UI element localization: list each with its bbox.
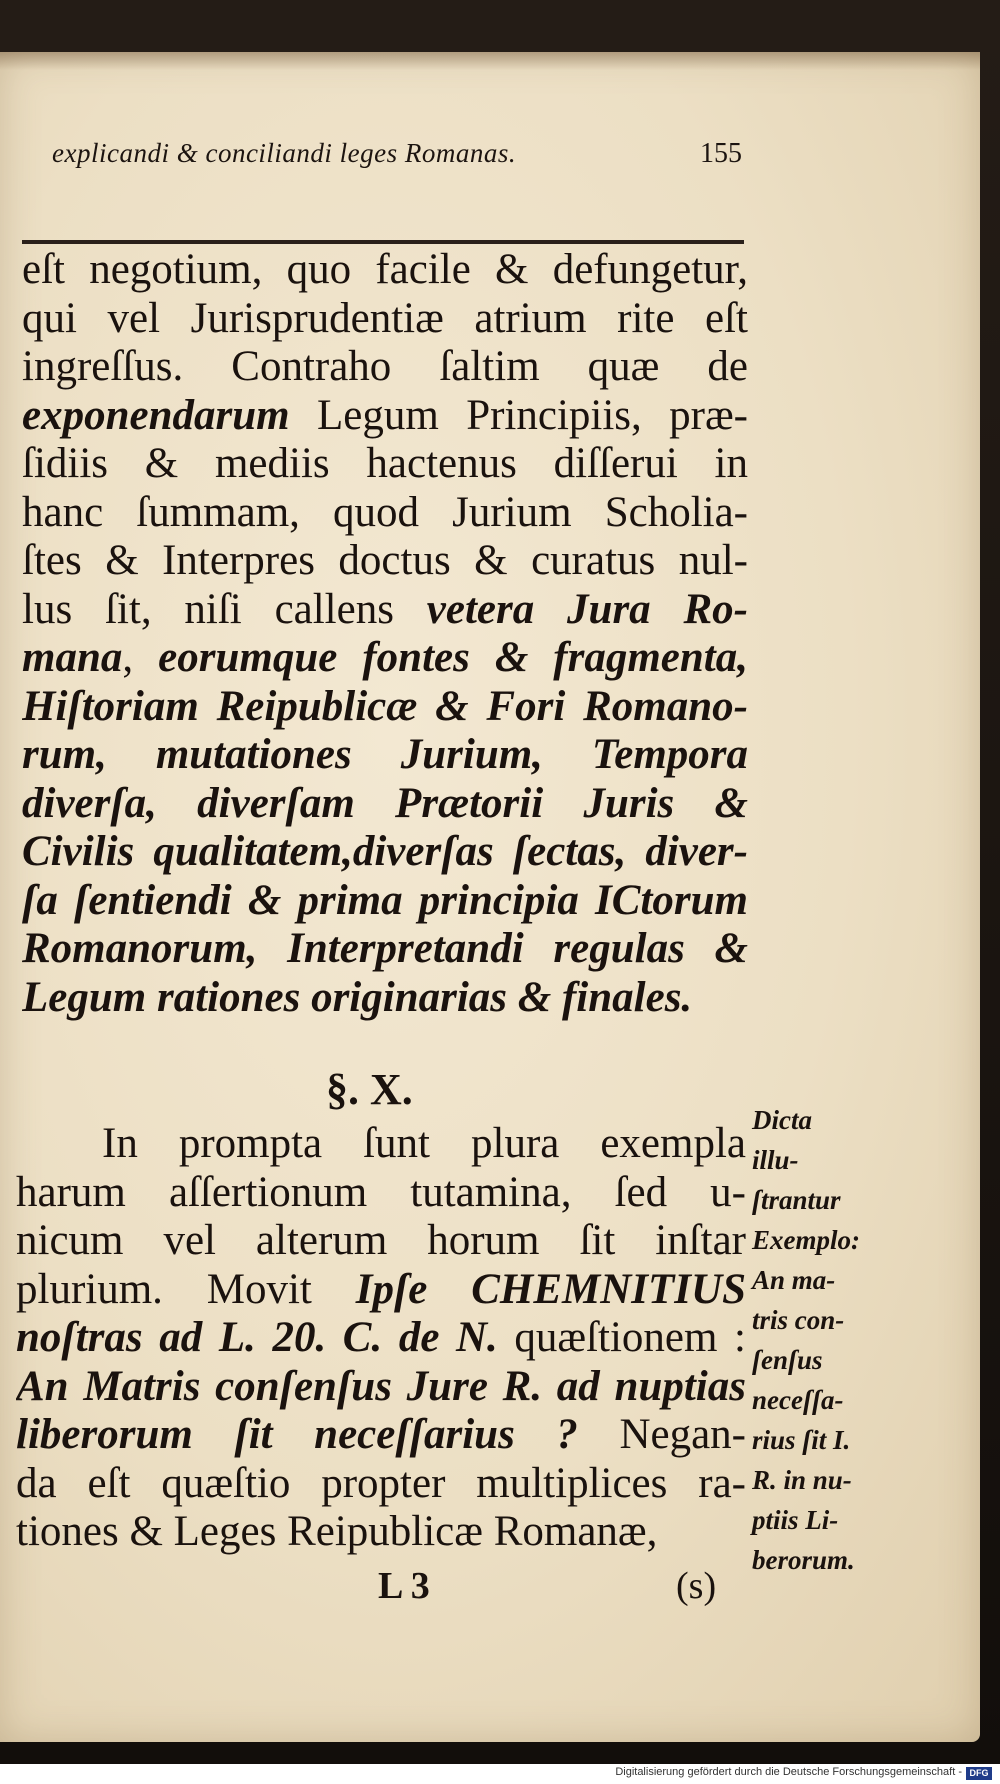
running-head bbox=[52, 132, 742, 174]
text-run: Negan- bbox=[577, 1411, 746, 1458]
text-run: eſt negotium, quo facile & defungetur, bbox=[22, 246, 748, 293]
text-run: Legum Principiis, præ- bbox=[289, 391, 748, 439]
text-line bbox=[22, 343, 748, 392]
text-run: quæſtionem : bbox=[497, 1314, 746, 1361]
italic-text-run: ſa ſentiendi & prima principia ICtorum bbox=[22, 876, 748, 924]
text-line bbox=[22, 537, 748, 586]
text-run: ſtes & Interpres doctus & curatus nul- bbox=[22, 537, 748, 584]
text-line bbox=[22, 974, 748, 1023]
italic-text-run: vetera Jura Ro- bbox=[426, 585, 748, 633]
text-line bbox=[16, 1169, 746, 1218]
marginal-note-line: R. in nu- bbox=[752, 1465, 852, 1495]
text-run: In prompta ſunt plura exempla bbox=[102, 1120, 746, 1167]
text-line bbox=[22, 392, 748, 441]
text-line bbox=[16, 1120, 746, 1169]
marginal-note-line: ſenſus bbox=[752, 1345, 823, 1375]
text-run: hanc ſummam, quod Jurium Scholia- bbox=[22, 488, 748, 536]
text-line bbox=[22, 731, 748, 780]
page-edge-shadow bbox=[0, 52, 980, 70]
text-line bbox=[16, 1411, 746, 1460]
marginal-note-line: tris con- bbox=[752, 1305, 845, 1335]
text-run: qui vel Jurisprudentiæ atrium rite eſt bbox=[22, 294, 748, 342]
italic-text-run: noſtras ad L. 20. C. de N. bbox=[16, 1314, 498, 1361]
text-run: harum aſſertionum tutamina, ſed u- bbox=[16, 1168, 746, 1216]
text-run: ingreſſus. Contraho ſaltim quæ de bbox=[22, 343, 748, 390]
italic-text-run: eorumque fontes & fragmenta, bbox=[158, 634, 748, 681]
running-head-title: explicandi & conciliandi leges Romanas. bbox=[52, 138, 517, 168]
italic-text-run: Hiſtoriam Reipublicæ & Fori Romano- bbox=[22, 682, 748, 730]
text-line bbox=[22, 780, 748, 829]
italic-text-run: Romanorum, Interpretandi regulas & bbox=[22, 925, 748, 972]
marginal-note-line: ſtrantur bbox=[752, 1185, 841, 1215]
text-run: tiones & Leges Reipublicæ Romanæ, bbox=[16, 1508, 658, 1555]
marginal-note bbox=[752, 1100, 892, 1580]
marginal-note-line: Exemplo: bbox=[752, 1225, 860, 1255]
text-line bbox=[16, 1508, 746, 1557]
marginal-note-line: illu- bbox=[752, 1145, 799, 1175]
text-line bbox=[22, 683, 748, 732]
text-line bbox=[16, 1314, 746, 1363]
paragraph-2 bbox=[16, 1120, 746, 1557]
marginal-note-line: rius ſit I. bbox=[752, 1425, 851, 1455]
text-line bbox=[16, 1217, 746, 1266]
italic-text-run: Legum rationes originarias & finales. bbox=[22, 973, 693, 1021]
marginal-note-line: ptiis Li- bbox=[752, 1505, 839, 1535]
text-line bbox=[16, 1266, 746, 1315]
text-line bbox=[16, 1363, 746, 1412]
text-line bbox=[16, 1460, 746, 1509]
text-line bbox=[22, 246, 748, 295]
marginal-note-line: berorum. bbox=[752, 1545, 855, 1575]
text-run: , bbox=[122, 634, 159, 681]
italic-text-run: mana bbox=[22, 634, 123, 681]
text-line bbox=[22, 925, 748, 974]
text-run: nicum vel alterum horum ſit inſtar bbox=[16, 1217, 746, 1264]
italic-text-run: Ipſe CHEMNITIUS bbox=[355, 1265, 746, 1313]
marginal-note-line: Dicta bbox=[752, 1105, 812, 1135]
catchword: (s) bbox=[676, 1565, 717, 1607]
text-run: plurium. Movit bbox=[16, 1265, 356, 1313]
section-heading: §. X. bbox=[326, 1065, 413, 1114]
text-run: lus ſit, niſi callens bbox=[22, 585, 427, 633]
paragraph-1 bbox=[22, 246, 748, 1022]
text-line bbox=[22, 440, 748, 489]
footer-credit: Digitalisierung gefördert durch die Deutsche Forschungsgemeinschaft - bbox=[615, 1766, 962, 1778]
signature-mark: L 3 bbox=[378, 1565, 430, 1607]
digitization-footer bbox=[0, 1764, 1000, 1784]
marginal-note-line: An ma- bbox=[752, 1265, 836, 1295]
italic-text-run: rum, mutationes Jurium, Tempora bbox=[22, 731, 748, 778]
text-line bbox=[22, 634, 748, 683]
header-rule bbox=[22, 240, 744, 244]
dfg-logo: DFG bbox=[966, 1767, 992, 1780]
text-line bbox=[22, 586, 748, 635]
text-line bbox=[22, 828, 748, 877]
marginal-note-line: neceſſa- bbox=[752, 1385, 844, 1415]
text-line bbox=[22, 295, 748, 344]
text-run: ſidiis & mediis hactenus diſſerui in bbox=[22, 440, 748, 487]
italic-text-run: exponendarum bbox=[22, 391, 290, 439]
italic-text-run: liberorum ſit neceſſarius ? bbox=[16, 1411, 578, 1458]
italic-text-run: An Matris conſenſus Jure R. ad nuptias bbox=[16, 1362, 746, 1410]
page-number: 155 bbox=[700, 138, 742, 169]
text-line bbox=[22, 877, 748, 926]
italic-text-run: diverſa, diverſam Prætorii Juris & bbox=[22, 779, 748, 827]
book-page bbox=[0, 52, 980, 1742]
italic-text-run: Civilis qualitatem,diverſas ſectas, diver- bbox=[22, 828, 748, 875]
text-run: da eſt quæſtio propter multiplices ra- bbox=[16, 1459, 746, 1507]
text-line bbox=[22, 489, 748, 538]
